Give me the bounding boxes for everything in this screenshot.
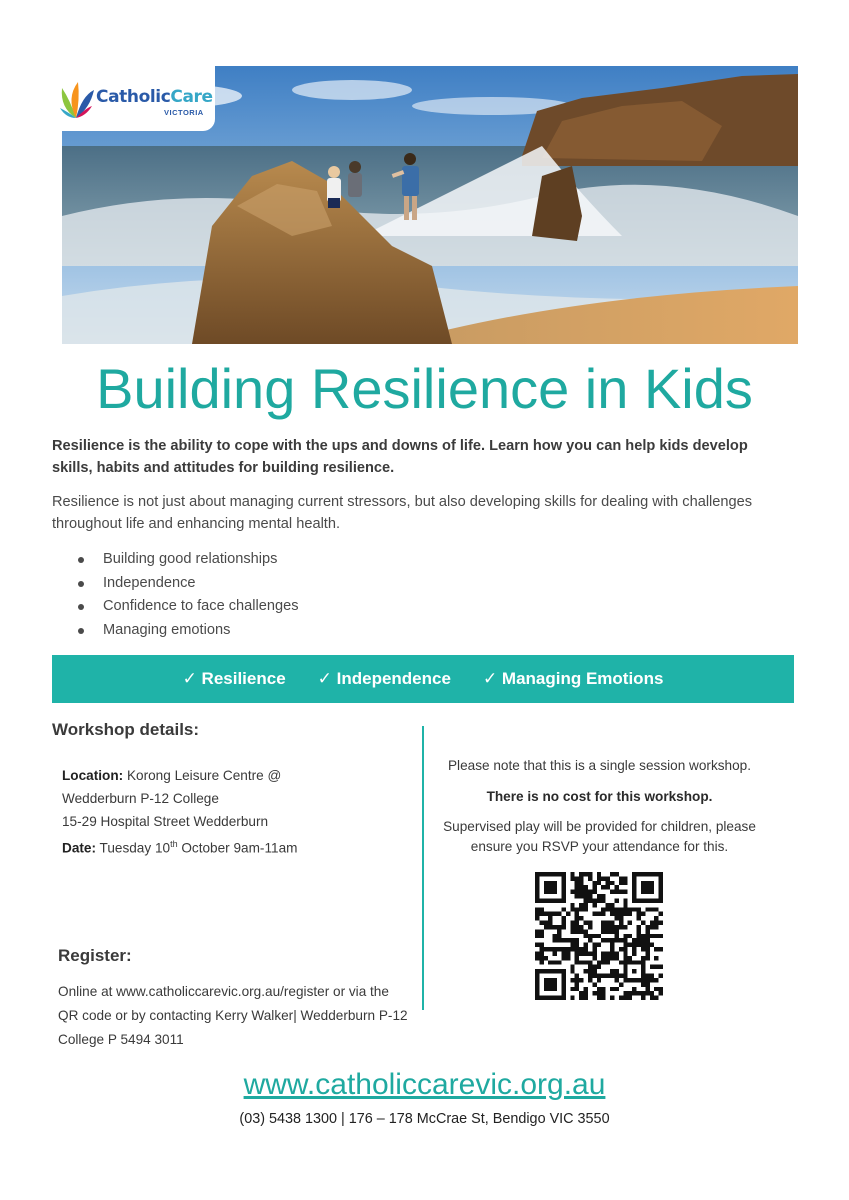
no-cost-note: There is no cost for this workshop. [486,789,713,804]
location-line-3: 15-29 Hospital Street Wedderburn [62,814,269,829]
registration-qr-code-icon[interactable] [535,872,663,1000]
supervised-play-note: Supervised play will be provided for children, please ensure you RSVP your attendance for this. [443,819,756,854]
banner-item-managing-emotions: ✓ Managing Emotions [482,669,664,688]
column-divider [422,726,424,1010]
date-row: Date: Tuesday 10th October 9am-11am [62,839,298,856]
workshop-details-heading: Workshop details: [52,720,200,739]
page-title: Building Resilience in Kids [96,357,753,420]
list-item: Independence [78,572,299,596]
benefits-list [78,548,299,642]
banner-item-resilience: ✓ Resilience [182,669,286,688]
date-label: Date: [62,840,96,856]
register-heading: Register: [58,946,132,965]
list-item: Confidence to face challenges [78,595,299,619]
highlights-banner [52,655,794,703]
location-line-2: Wedderburn P-12 College [62,791,219,806]
website-link[interactable]: www.catholiccarevic.org.au [243,1068,606,1101]
location-row [62,764,297,787]
list-item: Managing emotions [78,619,299,643]
single-session-note: Please note that this is a single session workshop. [447,758,751,773]
location-line-1: Korong Leisure Centre @ [126,768,282,783]
logo-wordmark: CatholicCare [96,87,213,107]
location-label: Location: [62,768,124,783]
description-paragraph: Resilience is not just about managing current stressors, but also developing skills for dealing with challenges throughout life and enhancing mental health. [52,494,753,532]
intro-paragraph: Resilience is the ability to cope with the ups and downs of life. Learn how you can help kids develop skills, habits and attitudes for building resilience. [52,438,748,476]
logo-mark-icon [56,78,96,122]
list-item: Building good relationships [78,548,299,572]
logo-subtitle: VICTORIA [164,108,204,117]
banner-item-independence: ✓ Independence [317,669,451,688]
catholiccare-logo [50,66,215,131]
register-instructions: Online at www.catholiccarevic.org.au/register or via the QR code or by contacting Kerry Walker| Wedderburn P-12 College P 5494 3011 [58,984,408,1047]
contact-details: (03) 5438 1300 | 176 – 178 McCrae St, Bendigo VIC 3550 [239,1111,610,1127]
workshop-details [62,764,297,860]
